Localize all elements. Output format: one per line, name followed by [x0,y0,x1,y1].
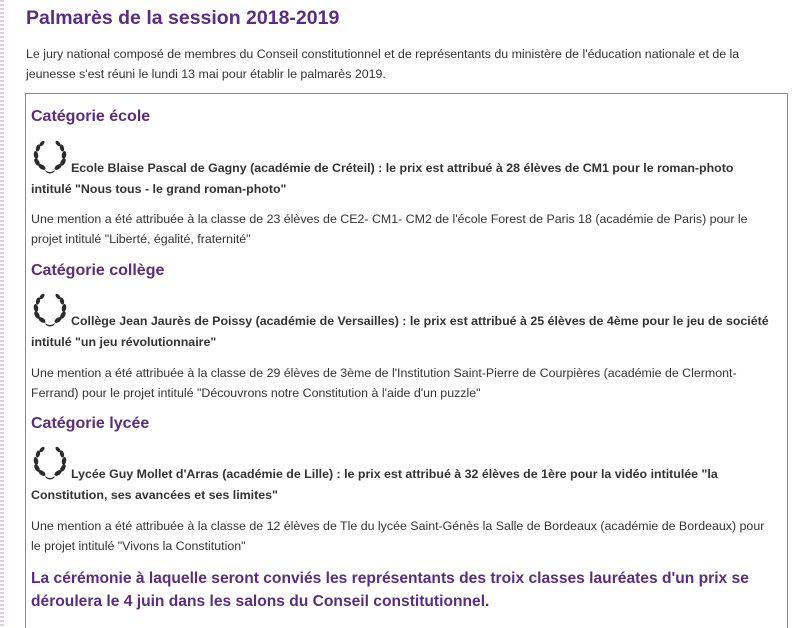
mention-lycee: Une mention a été attribuée à la classe de 12 élèves de Tle du lycée Saint-Génès la Salle de Bordeaux (académie de Bordeaux) pour le projet intitulé "Vivons la Constitution" [31,519,765,553]
winner-lycee [31,446,771,506]
page-title: Palmarès de la session 2018-2019 [26,7,340,29]
laurel-wreath-icon [31,140,69,174]
winner-text-college: Collège Jean Jaurès de Poissy (académie de Versailles) : le prix est attribué à 25 élèves de 4ème pour le jeu de société intitulé "un jeu révolutionnaire" [31,314,769,349]
ceremony-announcement: La cérémonie à laquelle seront conviés les représentants des troix classes lauréates d'un prix se déroulera le 4 juin dans les salons du Conseil constitutionnel. [31,570,749,610]
category-title-college: Catégorie collège [31,262,165,279]
intro-paragraph: Le jury national composé de membres du Conseil constitutionnel et de représentants du ministère de l'éducation nationale et de la jeunesse s'est réuni le lundi 13 mai pour établir le palmarès 2019. [26,47,740,81]
laurel-wreath-icon [31,446,69,480]
mention-college: Une mention a été attribuée à la classe de 29 élèves de 3ème de l'Institution Saint-Pierre de Courpières (académie de Clermont-Ferrand) pour le projet intitulé "Découvrons notre Constitution à l'aide d'un puzzle" [31,366,737,400]
category-title-lycee: Catégorie lycée [31,415,150,432]
winner-ecole [31,140,771,200]
winner-college [31,293,771,353]
winner-text-ecole: Ecole Blaise Pascal de Gagny (académie de Créteil) : le prix est attribué à 28 élèves de CM1 pour le roman-photo intitulé "Nous tous - le grand roman-photo" [31,161,734,196]
category-title-ecole: Catégorie école [31,108,151,125]
left-decorative-strip [0,0,4,628]
laurel-wreath-icon [31,293,69,327]
winner-text-lycee: Lycée Guy Mollet d'Arras (académie de Lille) : le prix est attribué à 32 élèves de 1ère pour la vidéo intitulée "la Constitution, ses avancées et ses limites" [31,467,718,502]
mention-ecole: Une mention a été attribuée à la classe de 23 élèves de CE2- CM1- CM2 de l'école Forest de Paris 18 (académie de Paris) pour le projet intitulé "Liberté, égalité, fraternité" [31,212,748,246]
